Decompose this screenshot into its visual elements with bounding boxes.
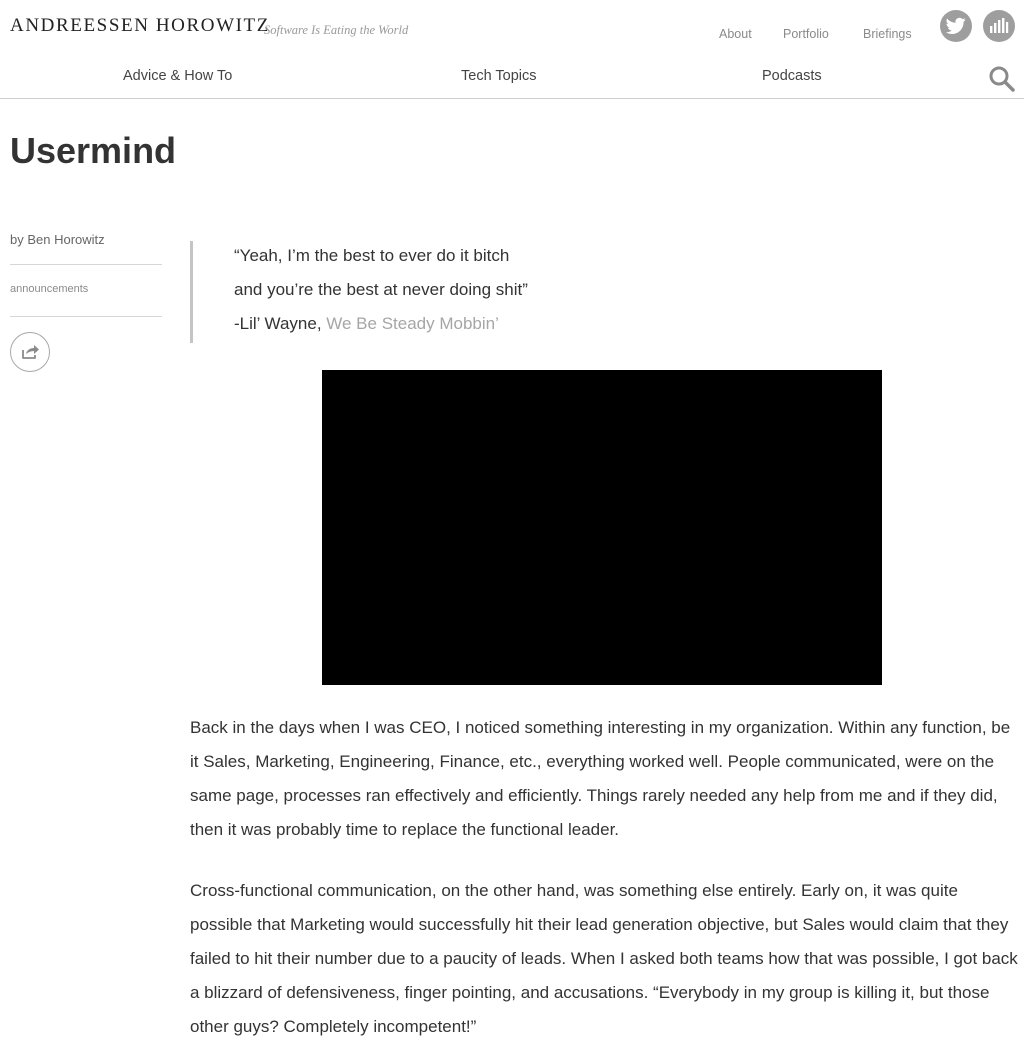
site-logo[interactable]: ANDREESSEN HOROWITZ [10,15,270,36]
soundcloud-glyph [989,18,1009,34]
nav-item-podcasts[interactable]: Podcasts [762,68,822,84]
about-link[interactable]: About [719,27,752,41]
share-button[interactable] [10,332,50,372]
meta-divider [10,316,162,317]
article-paragraph: Cross-functional communication, on the other hand, was something else entirely. Early on, it was quite possible that Marketing would successfully hit their lead generation objective, but Sales would claim that they failed to hit their number due to a paucity of leads. When I asked both teams how that was possible, I got back a blizzard of defensiveness, finger pointing, and accusations. “Everybody in my group is killing it, but those other guys? Completely incompetent!” [190,881,1018,1036]
main-nav [0,56,1024,99]
portfolio-link[interactable]: Portfolio [783,27,829,41]
site-tagline: Software Is Eating the World [264,23,409,37]
site-header [0,0,1024,56]
search-icon[interactable] [988,65,1016,93]
nav-item-advice[interactable]: Advice & How To [123,68,233,84]
meta-divider [10,264,162,265]
quote-line: and you’re the best at never doing shit” [234,280,528,299]
article-paragraph: Back in the days when I was CEO, I noticed something interesting in my organization. Within any function, be it Sales, Marketing, Engineering, Finance, etc., everything worked well. People communicated, were on the same page, processes ran effectively and efficiently. Things rarely needed any help from me and if they did, then it was probably time to replace the functional leader. [190,718,1011,839]
quote-line: “Yeah, I’m the best to ever do it bitch [234,246,510,265]
page-title: Usermind [10,130,177,171]
briefings-link[interactable]: Briefings [863,27,912,41]
article-author: by Ben Horowitz [10,232,105,247]
share-icon [20,343,40,361]
blockquote [190,241,610,343]
nav-item-tech-topics[interactable]: Tech Topics [461,68,537,84]
quote-attribution [234,314,499,334]
article-tag[interactable]: announcements [10,283,89,295]
soundcloud-icon[interactable] [983,10,1015,42]
twitter-icon[interactable] [940,10,972,42]
embedded-video[interactable] [322,370,882,685]
twitter-glyph [946,17,966,35]
quote-source-link[interactable]: We Be Steady Mobbin’ [326,314,499,333]
quote-author: -Lil’ Wayne, [234,314,327,333]
